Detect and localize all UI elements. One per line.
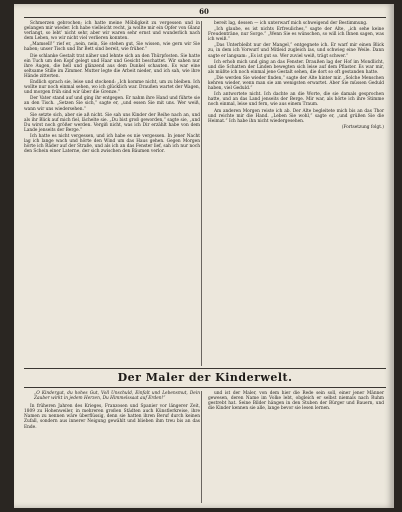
paragraph: Am anderen Morgen reiste ich ab. Der Alte begleitete mich bis an das Thor und reichte mir die Hand. „Leben Sie wohl,“ sagte er, „und grüßen Sie die Heimat.“ Ich habe ihn nicht wiedergesehen. bbox=[208, 108, 384, 124]
paragraph: Ich erhob mich und ging an das Fenster. Draußen lag der Hof im Mondlicht, und die Schatten der Linden bewegten sich leise auf dem Pflaster. Es war mir, als müßte ich noch einmal jene Gestalt sehen, die dort so oft gestanden hatte. bbox=[208, 59, 384, 75]
paragraph: In früheren Jahren des Krieges, Franzosen und Spanier vor längerer Zeit, 1809 zu Hohenweiler, in mehreren großen Städten auch Künstlerkreise, ihre Namen zu nennen wäre überflüssig, denn sie hatten ihren Beruf durch keinen Zufall, sondern aus innerer Neigung gewählt und blieben ihm treu bis an das Ende. bbox=[24, 404, 200, 430]
left-column bbox=[24, 21, 200, 155]
paragraph: „Ich glaube, es ist nichts Erfreuliches,“ sagte der Alte, „ich sehe keine Freudenträne, nur Sorge.“ „Wenn Sie es wünschen, so will ich Ihnen sagen, was ich weiß.“ bbox=[208, 27, 384, 43]
epigraph-poem: „O Kindergut, du hohes Gut, Voll Unschuld, Einfalt und Lebensmut, Dein Zauber wirkt in jedem Herzen, Du Himmelssaat auf Erden!“ bbox=[34, 391, 200, 402]
paragraph: „Die werden Sie wieder finden,“ sagte der Alte hinter mir. „Solche Menschen kehren wieder, wenn man sie am wenigsten erwartet. Aber Sie müssen Geduld haben, viel Geduld.“ bbox=[208, 75, 384, 92]
page-number: 60 bbox=[199, 7, 209, 16]
paragraph: Schmerzen gebrochen; ich hatte meine Möbligkeit zu vergessen und in gelangen mir wieder. Ich habe vielleicht recht, ja wollte mir ein Opfer von Glanz verlangt, so lebt’ nicht sehr, aber wir waren sehr ernst und wunderlich nach dem Leben, wo wir nicht viel verlieren konnten. bbox=[24, 21, 200, 42]
section-title: Der Maler der Kinderwelt. bbox=[117, 371, 293, 384]
bottom-right-column bbox=[208, 391, 384, 411]
continuation-note: (Fortsetzung folgt.) bbox=[341, 124, 384, 130]
paragraph: Ich hatte es nicht vergessen, und ich habe es nie vergessen. In jener Nacht lag ich lange wach und hörte den Wind um das Haus gehen. Gegen Morgen hörte ich Räder auf der Straße, und als ich an das Fenster lief, sah ich nur noch den Schein einer Laterne, der sich zwischen den Bäumen verlor. bbox=[24, 133, 200, 155]
paragraph: „Mamsell!“ rief er, „nein, nein, Sie stehen gut, Sie wissen, wie gern wir Sie haben; unser Tisch und Ihr Bett sind bereit, wie früher.“ bbox=[24, 42, 200, 53]
section-rule-top bbox=[24, 368, 386, 369]
document-page bbox=[14, 4, 394, 508]
column-divider bbox=[201, 391, 202, 503]
paragraph: „Das Unterbleibt nur der Mangel,“ entgegnete ich. Er warf mir einen Blick zu, in dem ich Vorwurf und Mitleid zugleich las, und schwieg eine Weile. Dann sagte er langsam: „Es ist gut so. Wer zuviel weiß, trägt schwer.“ bbox=[208, 43, 384, 59]
paragraph: Die schlanke Gestalt trat näher und lehnte sich an den Thürpfosten. Sie hatte ein Tuch um den Kopf gelegt und Haar und Gesicht beschattet. Wir sahen nur ihre Augen, die hell und glänzend aus dem Dunkel schauten. Es war eine seltsame Stille im Zimmer. Mutter legte die Arbeit nieder, und ich sah, wie ihre Hände zitterten. bbox=[24, 53, 200, 79]
paragraph: und ist der Maler, von dem hier die Rede sein soll, einer jener Männer gewesen, deren Name im Volke lebt, obgleich er selbst niemals nach Ruhm gestrebt hat. Seine Bilder hängen in den Stuben der Bürger und Bauern, und die Kinder kennen sie alle, lange bevor sie lesen lernen. bbox=[208, 391, 384, 412]
bottom-left-column bbox=[24, 391, 200, 430]
right-column bbox=[208, 21, 384, 132]
paragraph: Sie setzte sich, aber sie aß nicht. Sie sah uns Kinder der Reihe nach an, und als ihr Blick auf mich fiel, lächelte sie. „Du bist groß geworden,“ sagte sie, „und Du wirst noch größer werden. Vergiß nicht, was ich Dir erzählt habe von dem Lande jenseits der Berge.“ bbox=[24, 112, 200, 133]
paragraph: Ich antwortete nicht. Ich dachte an die Worte, die sie damals gesprochen hatte, und an das Land jenseits der Berge. Mir war, als hörte ich ihre Stimme noch einmal, leise und fern, wie aus einem Traum. bbox=[208, 92, 384, 108]
paragraph: bereit lag, dessen — ich unterwarf mich schweigend der Bestimmung. bbox=[214, 21, 368, 26]
paragraph: Endlich sprach sie, leise und stockend: „Ich komme nicht, um zu bleiben. Ich wollte nur noch einmal sehen, wo ich glücklich war. Draußen wartet der Wagen, und morgen früh sind wir über die Grenze.“ bbox=[24, 80, 200, 96]
header-rule bbox=[24, 17, 386, 18]
paragraph: Der Vater stand auf und ging ihr entgegen. Er nahm ihre Hand und führte sie an den Tisch. „Setzen Sie sich,“ sagte er, „und essen Sie mit uns. Wer weiß, wann wir uns wiedersehen.“ bbox=[24, 96, 200, 112]
column-divider bbox=[201, 21, 202, 366]
section-rule-bottom bbox=[24, 387, 386, 388]
